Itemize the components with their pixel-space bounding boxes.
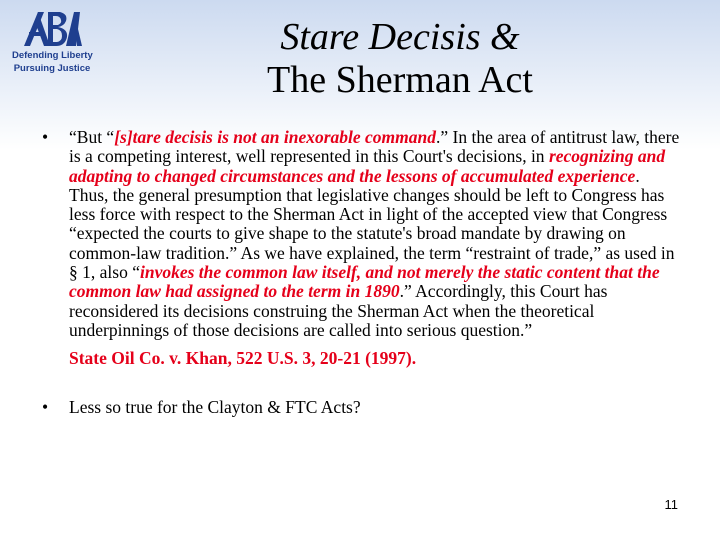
bullet-dot-icon: • (42, 397, 49, 418)
logo-tagline-1: Defending Liberty (12, 50, 93, 61)
slide-body (42, 128, 682, 418)
page-number: 11 (664, 497, 678, 512)
quote-text-1: “But “ (69, 127, 115, 147)
logo-tagline-2: Pursuing Justice (13, 63, 91, 74)
quote-text-2: .” In the area of antitrust law, there is a competing interest, well represented in this Court's decisions, in (69, 127, 680, 167)
question-text: Less so true for the Clayton & FTC Acts? (69, 397, 361, 418)
aba-logo (12, 10, 92, 74)
slide-title (120, 16, 680, 102)
aba-logo-mark-icon (20, 10, 84, 48)
bullet-quote (42, 128, 682, 340)
title-line-2: The Sherman Act (267, 59, 533, 101)
quote-text-4: .” Accordingly, this Court has reconsidered its decisions construing the Sherman Act when the theoretical underpinnings of those decisions are called into serious question.” (69, 281, 608, 340)
quote-emphasis-1: [s]tare decisis is not an inexorable command (114, 127, 437, 147)
quote-emphasis-3: invokes the common law itself, and not merely the static content that the common law had assigned to the term in 1890 (69, 262, 660, 302)
bullet-question (42, 398, 682, 417)
bullet-dot-icon: • (42, 127, 49, 147)
quote-emphasis-2: recognizing and adapting to changed circumstances and the lessons of accumulated experience (69, 146, 666, 186)
case-citation: State Oil Co. v. Khan, 522 U.S. 3, 20-21 (1997). (69, 348, 417, 369)
quote-text-3: . Thus, the general presumption that legislative changes should be left to Congress has less force with respect to the Sherman Act in light of the accepted view that Congress “expected the courts to give shape to the statute's broad mandate by drawing on common-law tradition.” As we have explained, the term “restraint of trade,” as used in § 1, also “ (69, 165, 675, 283)
title-line-1: Stare Decisis & (280, 16, 520, 58)
